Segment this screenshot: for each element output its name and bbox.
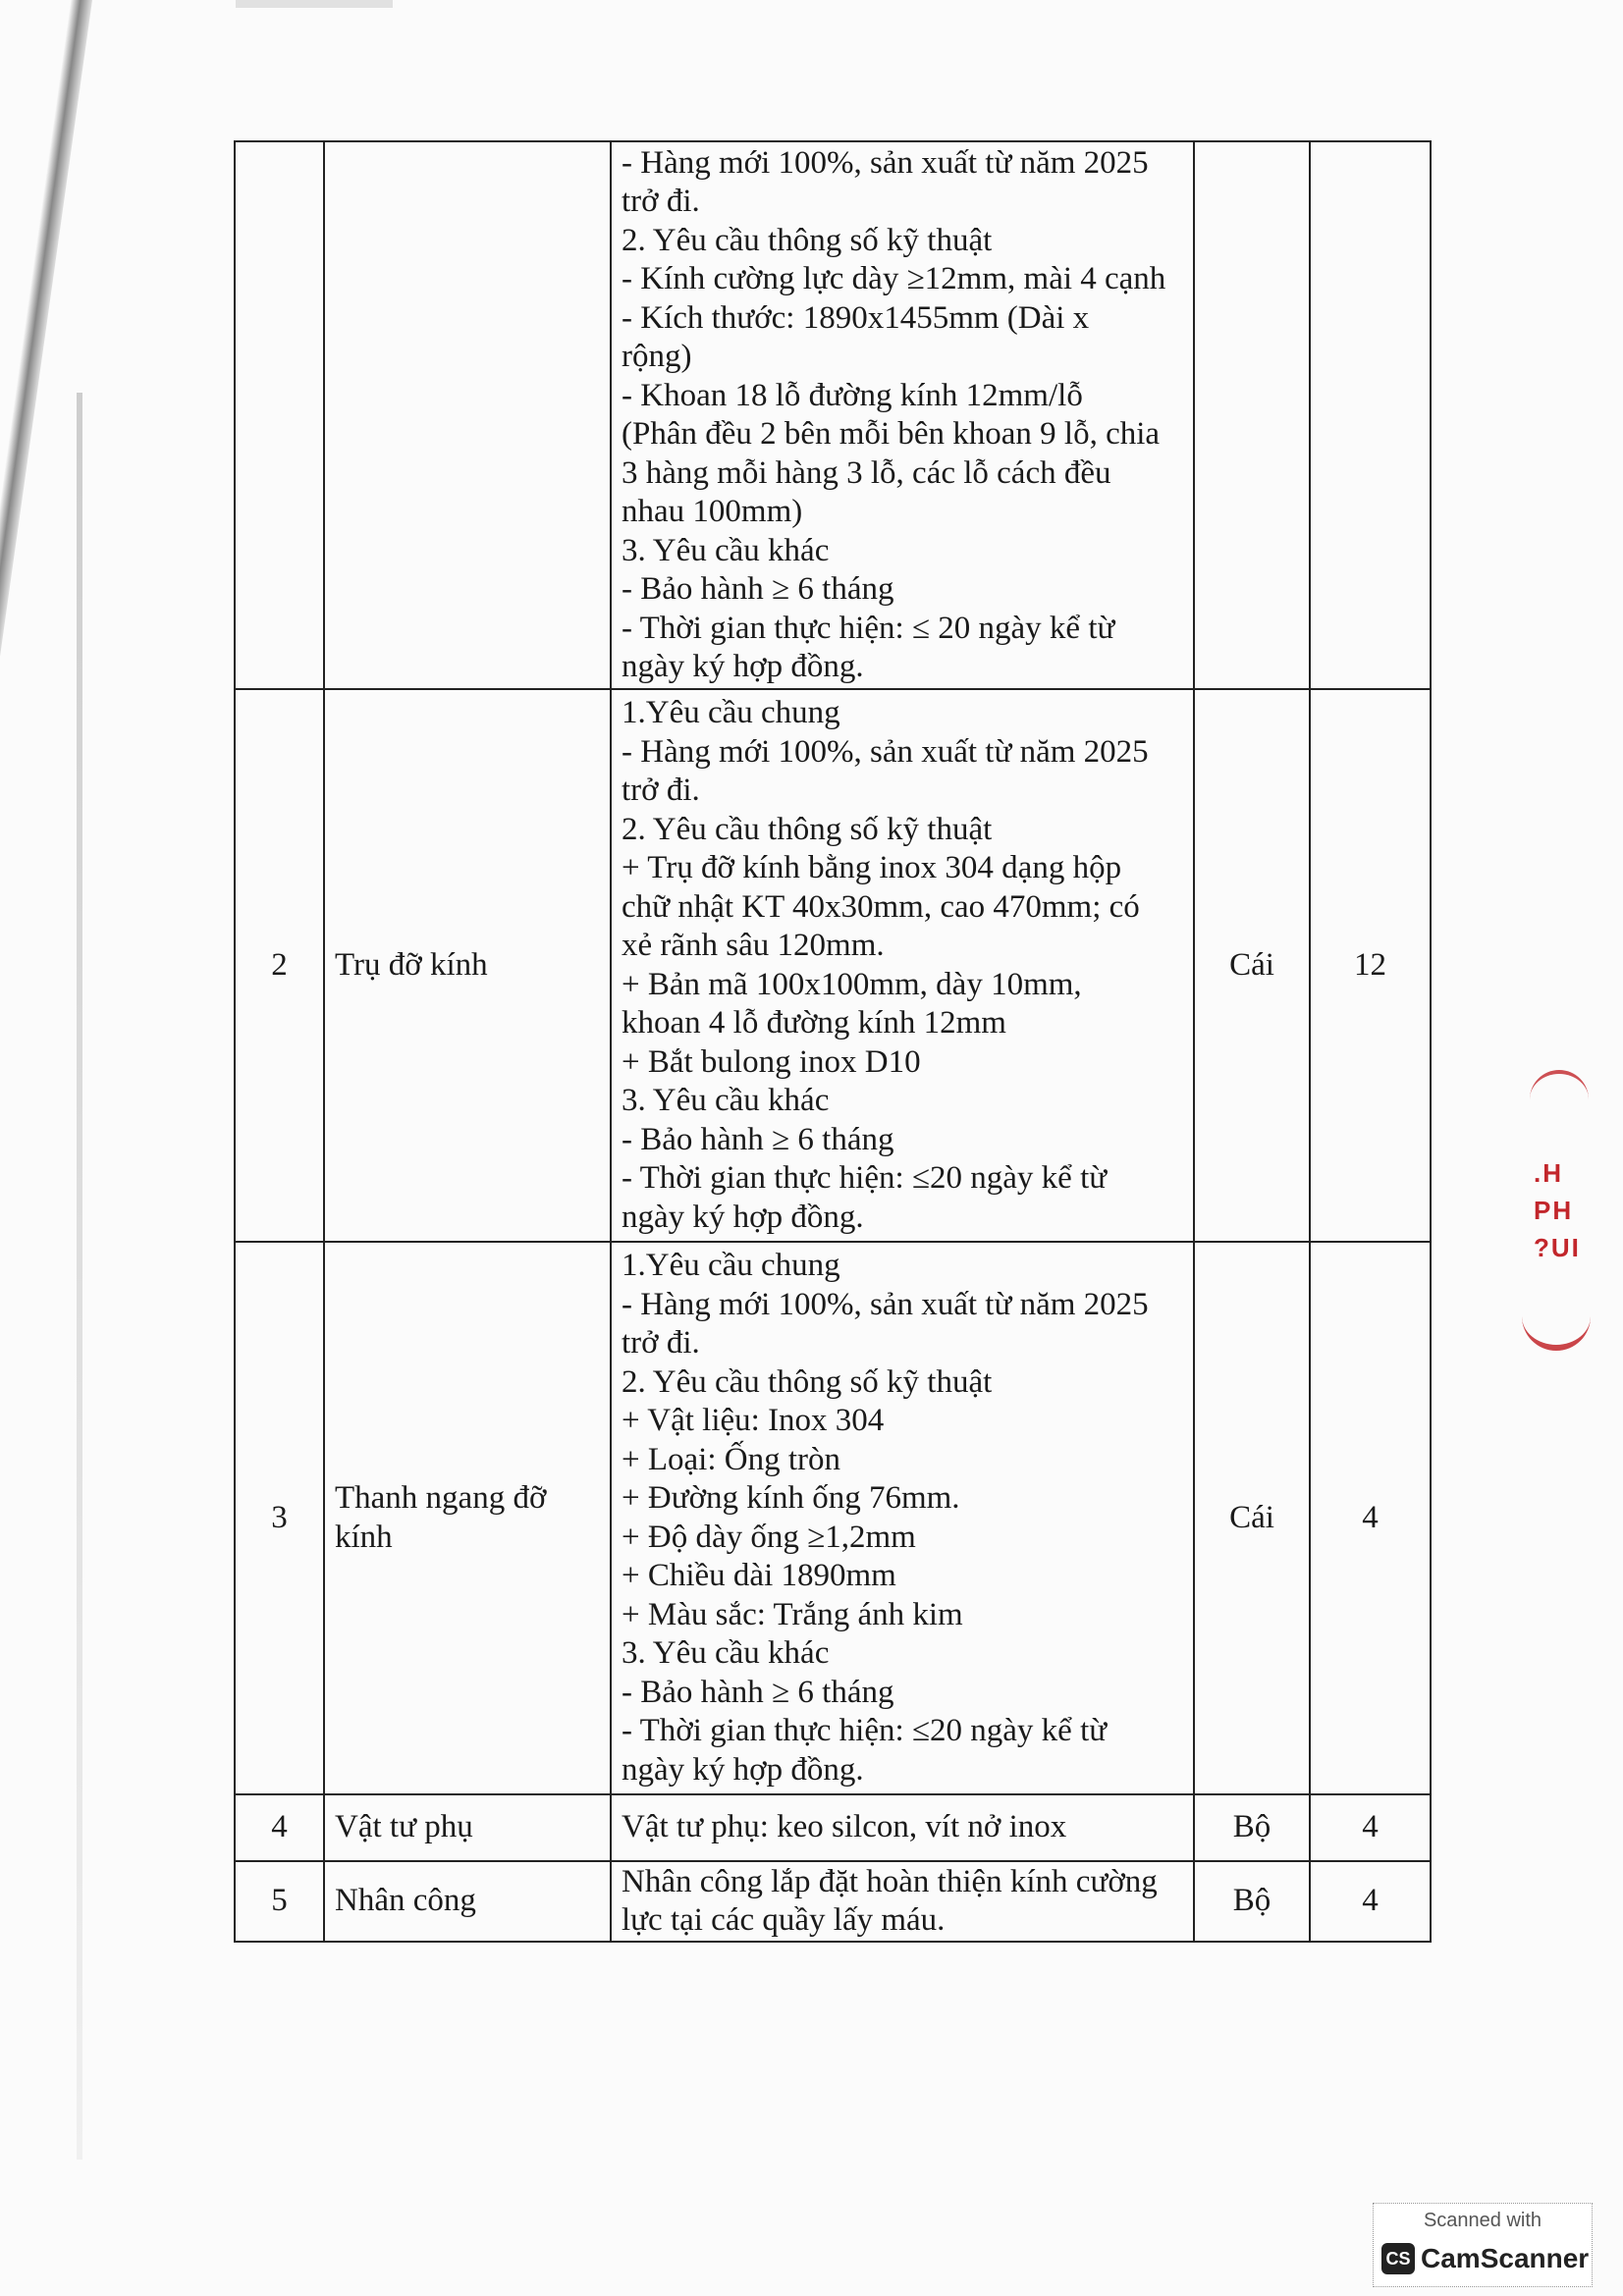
description-line: - Bảo hành ≥ 6 tháng	[622, 1674, 894, 1710]
stamp-text: .H	[1534, 1158, 1563, 1188]
badge-scanned-text: Scanned with	[1423, 2210, 1542, 2231]
item-name-line: Thanh ngang đỡ	[335, 1480, 547, 1516]
item-name-line: kính	[335, 1519, 393, 1555]
cell-quantity	[1310, 141, 1431, 689]
description-line: - Kính cường lực dày ≥12mm, mài 4 cạnh	[622, 261, 1166, 296]
description-line: ngày ký hợp đồng.	[622, 1199, 864, 1235]
cell-description	[611, 141, 1194, 689]
description-line: 3. Yêu cầu khác	[622, 1083, 830, 1118]
cell-unit: Cái	[1194, 1242, 1310, 1794]
item-name-line: Vật tư phụ	[335, 1809, 473, 1845]
stamp-text: ?UI	[1534, 1233, 1581, 1262]
description-line: (Phân đều 2 bên mỗi bên khoan 9 lỗ, chia	[622, 416, 1161, 452]
description-line: Nhân công lắp đặt hoàn thiện kính cường	[622, 1863, 1158, 1899]
description-line: + Vật liệu: Inox 304	[622, 1403, 885, 1438]
description-line: trở đi.	[622, 773, 700, 808]
spec-table-body	[235, 141, 1431, 1942]
cell-unit	[1194, 141, 1310, 689]
description-line: 1.Yêu cầu chung	[622, 695, 840, 730]
table-row	[235, 141, 1431, 689]
cell-unit: Bộ	[1194, 1861, 1310, 1942]
cell-item-name	[324, 1861, 611, 1942]
table-row	[235, 1242, 1431, 1794]
table-row	[235, 689, 1431, 1242]
cell-quantity: 4	[1310, 1242, 1431, 1794]
description-line: lực tại các quầy lấy máu.	[622, 1902, 946, 1938]
description-line: 2. Yêu cầu thông số kỹ thuật	[622, 1363, 993, 1400]
description-line: Vật tư phụ: keo silcon, vít nở inox	[622, 1809, 1067, 1845]
item-name-line: Trụ đỡ kính	[335, 946, 488, 983]
table-row	[235, 1861, 1431, 1942]
cell-stt: 2	[235, 689, 324, 1242]
scan-edge-line	[77, 393, 82, 2160]
cell-description	[611, 689, 1194, 1242]
description-line: trở đi.	[622, 1325, 700, 1361]
stamp-text: PH	[1534, 1196, 1574, 1225]
table-row	[235, 1794, 1431, 1861]
cell-unit: Bộ	[1194, 1794, 1310, 1861]
camscanner-badge	[1373, 2203, 1593, 2287]
description-line: + Màu sắc: Trắng ánh kim	[622, 1596, 963, 1632]
cell-item-name	[324, 689, 611, 1242]
description-line: - Kích thước: 1890x1455mm (Dài x	[622, 299, 1090, 336]
description-line: + Độ dày ống ≥1,2mm	[622, 1519, 916, 1555]
cell-quantity: 4	[1310, 1794, 1431, 1861]
cell-description	[611, 1794, 1194, 1861]
description-line: + Trụ đỡ kính bằng inox 304 dạng hộp	[622, 850, 1122, 885]
description-line: - Hàng mới 100%, sản xuất từ năm 2025	[622, 144, 1149, 181]
description-line: - Khoan 18 lỗ đường kính 12mm/lỗ	[622, 377, 1083, 413]
description-line: 2. Yêu cầu thông số kỹ thuật	[622, 811, 993, 847]
camscanner-logo-icon: CS	[1381, 2243, 1415, 2274]
red-stamp	[1522, 1060, 1600, 1355]
description-line: - Hàng mới 100%, sản xuất từ năm 2025	[622, 733, 1149, 770]
cell-quantity: 4	[1310, 1861, 1431, 1942]
description-line: - Thời gian thực hiện: ≤ 20 ngày kể từ	[622, 610, 1115, 646]
cell-stt: 5	[235, 1861, 324, 1942]
description-line: 3. Yêu cầu khác	[622, 1635, 830, 1671]
description-line: nhau 100mm)	[622, 494, 803, 529]
description-line: - Bảo hành ≥ 6 tháng	[622, 571, 894, 607]
stamp-arc-bottom	[1522, 1306, 1591, 1351]
cell-description	[611, 1861, 1194, 1942]
description-line: trở đi.	[622, 184, 700, 219]
description-line: ngày ký hợp đồng.	[622, 1751, 864, 1788]
description-line: rộng)	[622, 339, 692, 374]
cell-stt: 3	[235, 1242, 324, 1794]
description-line: - Bảo hành ≥ 6 tháng	[622, 1121, 894, 1157]
description-line: + Bắt bulong inox D10	[622, 1043, 921, 1080]
description-line: + Chiều dài 1890mm	[622, 1558, 896, 1593]
description-line: 3. Yêu cầu khác	[622, 532, 830, 568]
description-line: + Bản mã 100x100mm, dày 10mm,	[622, 966, 1082, 1002]
description-line: 3 hàng mỗi hàng 3 lỗ, các lỗ cách đều	[622, 454, 1111, 491]
cell-stt	[235, 141, 324, 689]
description-line: + Đường kính ống 76mm.	[622, 1480, 960, 1516]
description-line: chữ nhật KT 40x30mm, cao 470mm; có	[622, 888, 1140, 925]
description-line: - Hàng mới 100%, sản xuất từ năm 2025	[622, 1286, 1149, 1322]
spec-table	[234, 140, 1432, 1943]
stamp-arc-top	[1530, 1070, 1589, 1103]
badge-brand: CamScanner	[1421, 2243, 1590, 2273]
description-line: xẻ rãnh sâu 120mm.	[622, 928, 885, 963]
cell-item-name	[324, 141, 611, 689]
cell-item-name	[324, 1242, 611, 1794]
cell-quantity: 12	[1310, 689, 1431, 1242]
item-name-line: Nhân công	[335, 1883, 476, 1919]
description-line: khoan 4 lỗ đường kính 12mm	[622, 1005, 1006, 1041]
description-line: - Thời gian thực hiện: ≤20 ngày kể từ	[622, 1160, 1108, 1196]
cell-unit: Cái	[1194, 689, 1310, 1242]
scan-smudge	[236, 0, 393, 8]
description-line: ngày ký hợp đồng.	[622, 649, 864, 684]
description-line: + Loại: Ống tròn	[622, 1441, 840, 1477]
cell-stt: 4	[235, 1794, 324, 1861]
description-line: 2. Yêu cầu thông số kỹ thuật	[622, 222, 993, 258]
description-line: 1.Yêu cầu chung	[622, 1248, 840, 1283]
cell-description	[611, 1242, 1194, 1794]
cell-item-name	[324, 1794, 611, 1861]
description-line: - Thời gian thực hiện: ≤20 ngày kể từ	[622, 1713, 1108, 1748]
